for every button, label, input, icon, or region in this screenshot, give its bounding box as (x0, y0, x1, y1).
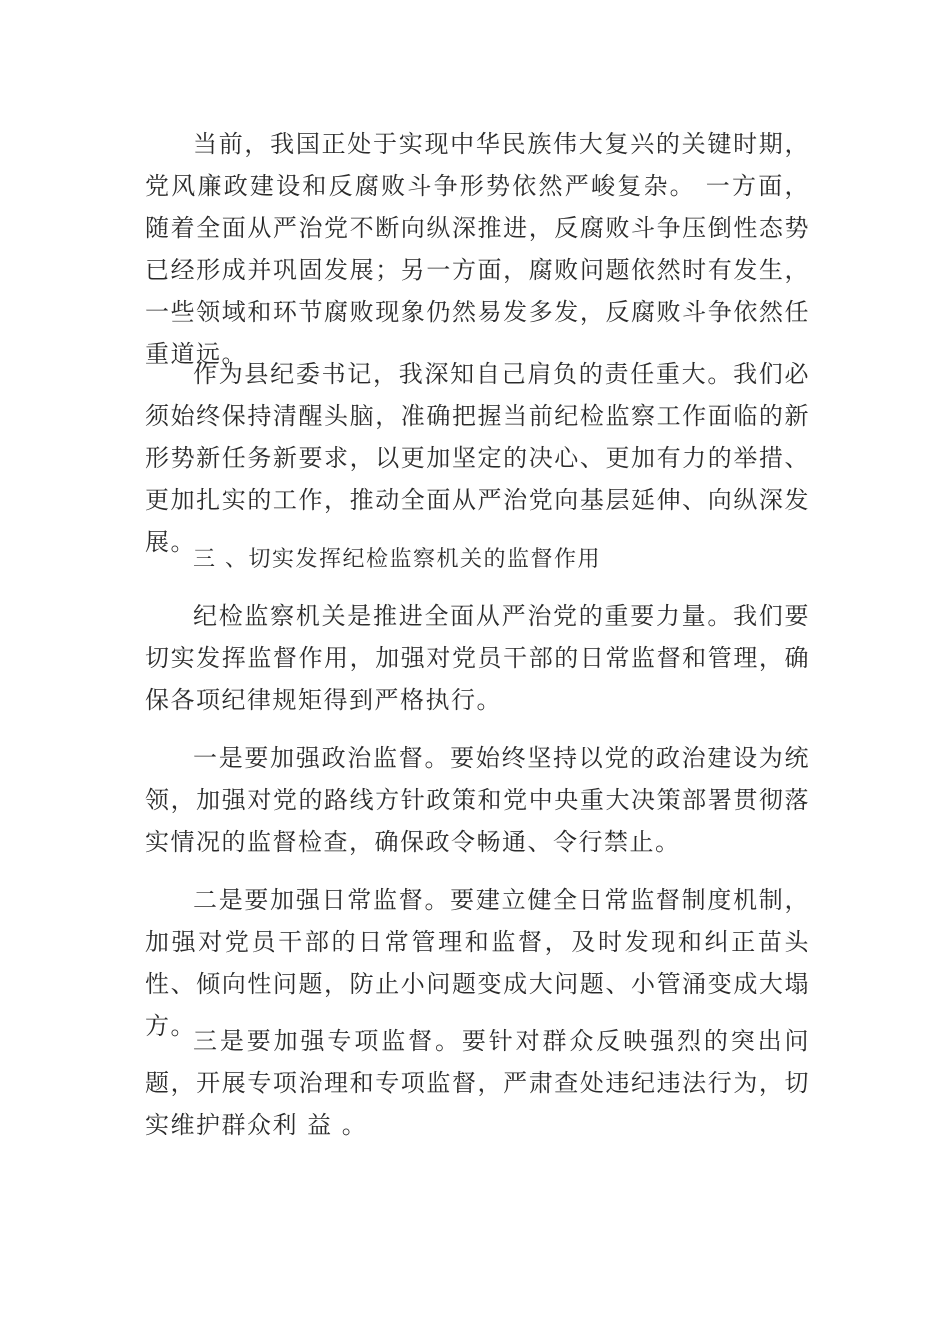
paragraph-text: 当前，我国正处于实现中华民族伟大复兴的关键时期，党风廉政建设和反腐败斗争形势依然严峻复杂。 一方面，随着全面从严治党不断向纵深推进，反腐败斗争压倒性态势已经形成并巩固发展；另一方面，腐败问题依然时有发生， 一些领域和环节腐败现象仍然易发多发，反腐败斗争依然任重道远。 (145, 130, 810, 368)
paragraph-text: 纪检监察机关是推进全面从严治党的重要力量。我们要切实发挥监督作用，加强对党员干部的日常监督和管理，确保各项纪律规矩得到严格执行。 (145, 602, 810, 714)
paragraph-text: 二是要加强日常监督。要建立健全日常监督制度机制，加强对党员干部的日常管理和监督，及时发现和纠正苗头性、倾向性问题，防止小问题变成大问题、小管涌变成大塌方。 (145, 886, 810, 1040)
paragraph-text: 作为县纪委书记，我深知自己肩负的责任重大。我们必须始终保持清醒头脑，准确把握当前纪检监察工作面临的新形势新任务新要求，以更加坚定的决心、更加有力的举措、更加扎实的工作，推动全面从严治党向基层延伸、向纵深发展。 (145, 360, 810, 556)
paragraph-text: 三是要加强专项监督。要针对群众反映强烈的突出问题，开展专项治理和专项监督，严肃查处违纪违法行为，切实维护群众利 益 。 (145, 1027, 810, 1139)
body-paragraph (145, 595, 810, 721)
section-heading (145, 539, 810, 581)
body-paragraph (145, 1020, 810, 1146)
body-paragraph (145, 353, 810, 563)
section-heading-text: 三 、切实发挥纪检监察机关的监督作用 (193, 547, 601, 572)
paragraph-text: 一是要加强政治监督。要始终坚持以党的政治建设为统领，加强对党的路线方针政策和党中央重大决策部署贯彻落实情况的监督检查，确保政令畅通、令行禁止。 (145, 744, 810, 856)
body-paragraph (145, 123, 810, 375)
body-paragraph (145, 737, 810, 863)
